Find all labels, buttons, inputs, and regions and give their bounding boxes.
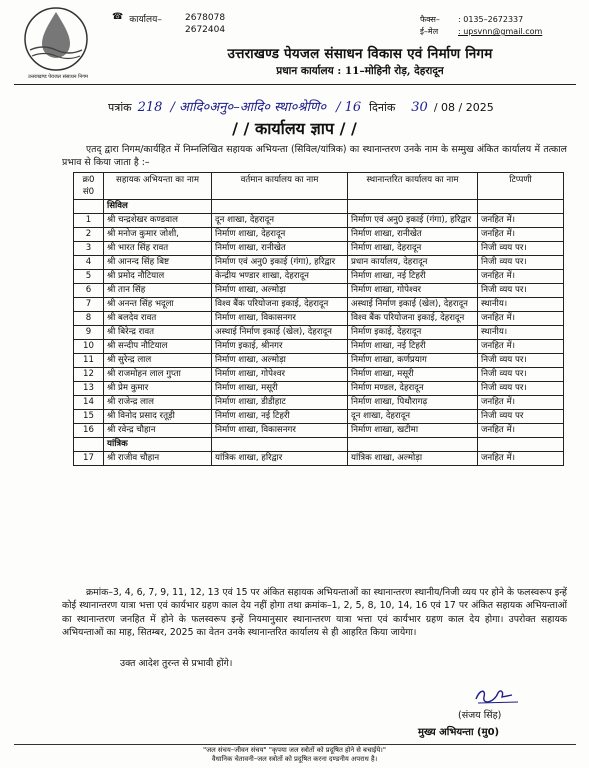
cell-current: निर्माण शाखा, रानीखेत — [212, 242, 348, 256]
cell-remarks: निजी व्यय पर। — [478, 242, 564, 256]
col-header-remarks: टिप्पणी — [478, 173, 564, 200]
cell-sno: 12 — [74, 368, 104, 382]
cell-sno: 17 — [74, 452, 104, 466]
phone-icon: ☎ — [112, 12, 124, 22]
table-row — [74, 452, 564, 466]
cell-current: केन्द्रीय भण्डार शाखा, देहरादून — [212, 270, 348, 284]
cell-sno: 3 — [74, 242, 104, 256]
cell-sno: 4 — [74, 256, 104, 270]
cell-current: निर्माण शाखा, अल्मोड़ा — [212, 354, 348, 368]
cell-sno: 1 — [74, 214, 104, 228]
cell-name: श्री राजीव चौहान — [104, 452, 212, 466]
table-row — [74, 424, 564, 438]
order-effective-note: उक्त आदेश तुरन्त से प्रभावी होंगे। — [120, 658, 233, 669]
cell-remarks: निजी व्यय पर। — [478, 368, 564, 382]
cell-current: यांत्रिक शाखा, हरिद्वार — [212, 452, 348, 466]
fax-email-block: फैक्स– : 0135–2672337 ई–मेल : upsvnn@gmail.com — [420, 15, 543, 36]
cell-remarks: जनहित में। — [478, 270, 564, 284]
cell-name: श्री राजेन्द्र लाल — [104, 396, 212, 410]
table-row — [74, 256, 564, 270]
cell-transferred: निर्माण शाखा, खटीमा — [348, 424, 478, 438]
cell-transferred: प्रधान कार्यालय, देहरादून — [348, 256, 478, 270]
footer-divider — [14, 744, 576, 745]
table-row — [74, 326, 564, 340]
cell-transferred: निर्माण शाखा, गोपेश्वर — [348, 284, 478, 298]
table-row — [74, 368, 564, 382]
cell-name: श्री भारत सिंह रावत — [104, 242, 212, 256]
cell-current: निर्माण शाखा, डीडीहाट — [212, 396, 348, 410]
telephone-label: ☎ कार्यालय– — [112, 12, 162, 25]
cell-remarks: निजी व्यय पर। — [478, 284, 564, 298]
table-row — [74, 382, 564, 396]
header-divider — [14, 84, 576, 85]
cell-sno: 8 — [74, 312, 104, 326]
cell-transferred: निर्माण शाखा, कर्णप्रयाग — [348, 354, 478, 368]
cell-remarks: स्थानीय। — [478, 298, 564, 312]
cell-remarks: जनहित में। — [478, 228, 564, 242]
cell-current: निर्माण शाखा, देहरादून — [212, 228, 348, 242]
telephone-numbers: 2678078 2672404 — [185, 13, 226, 35]
table-row — [74, 340, 564, 354]
cell-sno: 2 — [74, 228, 104, 242]
cell-sno: 11 — [74, 354, 104, 368]
cell-current: निर्माण शाखा, विकासनगर — [212, 424, 348, 438]
cell-remarks: जनहित में। — [478, 396, 564, 410]
cell-sno: 7 — [74, 298, 104, 312]
cell-remarks: निजी व्यय पर। — [478, 382, 564, 396]
cell-transferred: निर्माण शाखा, नई टिहरी — [348, 270, 478, 284]
cell-transferred: निर्माण शाखा, नई टिहरी — [348, 340, 478, 354]
cell-remarks: निजी व्यय पर। — [478, 256, 564, 270]
reference-number: 218 — [137, 100, 163, 115]
cell-transferred: निर्माण शाखा, रानीखेत — [348, 228, 478, 242]
cell-name: श्री आनन्द सिंह बिष्ट — [104, 256, 212, 270]
signatory-designation: मुख्य अभियन्ता (मु0) — [418, 727, 500, 738]
cell-name: श्री बलदेव रावत — [104, 312, 212, 326]
cell-transferred: विश्व बैंक परियोजना इकाई, देहरादून — [348, 312, 478, 326]
cell-current: निर्माण शाखा, मसूरी — [212, 382, 348, 396]
signature-mark — [470, 685, 530, 707]
transfer-table — [73, 172, 564, 466]
cell-name: श्री राजमोहन लाल गुप्ता — [104, 368, 212, 382]
reference-day: 30 — [411, 100, 428, 115]
organization-name: उत्तराखण्ड पेयजल संसाधन विकास एवं निर्माण निगम — [227, 46, 493, 62]
cell-transferred: निर्माण मण्डल, देहरादून — [348, 382, 478, 396]
cell-remarks: स्थानीय। — [478, 326, 564, 340]
cell-name: श्री रवेन्द्र चौहान — [104, 424, 212, 438]
cell-remarks: जनहित में। — [478, 340, 564, 354]
table-row — [74, 298, 564, 312]
table-row — [74, 410, 564, 424]
table-row — [74, 242, 564, 256]
section-civil-row: सिविल — [74, 200, 564, 214]
cell-sno: 9 — [74, 326, 104, 340]
table-row — [74, 214, 564, 228]
table-row — [74, 396, 564, 410]
cell-remarks: जनहित में। — [478, 312, 564, 326]
section-mech-row: यांत्रिक — [74, 438, 564, 452]
footer-slogan: "जल संचय–जीवन संचय" "कृपया जल स्त्रोतों को प्रदूषित होने से बचाईये।" वैधानिक चेतावनी–जल स्त्रोतों को प्रदूषित करना दण्डनीय अपराध है। — [202, 746, 387, 763]
cell-transferred: अस्थाई निर्माण इकाई (खेल), देहरादून — [348, 298, 478, 312]
cell-transferred: निर्माण एवं अनु0 इकाई (गंगा), हरिद्वार — [348, 214, 478, 228]
cell-name: श्री विनोद प्रसाद रतूड़ी — [104, 410, 212, 424]
cell-sno: 6 — [74, 284, 104, 298]
cell-name: श्री मनोज कुमार जोशी, — [104, 228, 212, 242]
cell-sno: 14 — [74, 396, 104, 410]
cell-name: श्री अनन्त सिंह भदूला — [104, 298, 212, 312]
cell-name: श्री बिरेन्द्र रावत — [104, 326, 212, 340]
org-logo — [16, 6, 96, 72]
cell-sno: 10 — [74, 340, 104, 354]
cell-current: निर्माण शाखा, अल्मोड़ा — [212, 284, 348, 298]
head-office-address: प्रधान कार्यालय : 11–मोहिनी रोड़, देहरादून — [276, 65, 444, 77]
cell-remarks: निजी व्यय पर — [478, 410, 564, 424]
col-header-transferred: स्थानान्तरित कार्यालय का नाम — [348, 173, 478, 200]
cell-sno: 13 — [74, 382, 104, 396]
cell-sno: 15 — [74, 410, 104, 424]
cell-name: श्री तान सिंह — [104, 284, 212, 298]
table-row — [74, 270, 564, 284]
cell-remarks: जनहित में। — [478, 214, 564, 228]
closing-paragraph: क्रमांक–3, 4, 6, 7, 9, 11, 12, 13 एवं 15 पर अंकित सहायक अभियन्ताओं का स्थानान्तरण स्थानीय/निजी व्यय पर होने के फलस्वरूप इन्हें कोई स्थानान्तरण यात्रा भत्ता एवं कार्यभार ग्रहण काल देय नहीं होगा तथा क्रमांक–1, 2, 5, 8, 10, 14, 16 एवं 17 पर अंकित सहायक अभियन्ताओं का स्थानान्तरण जनहित में होने के फलस्वरूप इन्हें नियमानुसार स्थानान्तरण यात्रा भत्ता एवं कार्यभार ग्रहण काल देय होगा। उपरोक्त सहायक अभियन्ताओं का माह, सितम्बर, 2025 का वेतन उनके स्थानान्तरित कार्यालय से ही आहरित किया जायेगा। — [62, 587, 567, 639]
signatory-name: (संजय सिंह) — [458, 710, 502, 721]
col-header-sno: क्र0 सं0 — [74, 173, 104, 200]
intro-paragraph: एतद् द्वारा निगम/कार्यहित में निम्नलिखित सहायक अभियन्ता (सिविल/यांत्रिक) का स्थानान्तरण उनके नाम के सम्मुख अंकित कार्यालय में तत्काल प्रभाव से किया जाता है :– — [62, 144, 567, 168]
cell-current: निर्माण शाखा, नई टिहरी — [212, 410, 348, 424]
table-row — [74, 228, 564, 242]
cell-remarks: निजी व्यय पर। — [478, 354, 564, 368]
table-row — [74, 284, 564, 298]
cell-transferred: निर्माण इकाई, देहरादून — [348, 326, 478, 340]
cell-current: विश्व बैंक परियोजना इकाई, देहरादून — [212, 298, 348, 312]
cell-sno: 5 — [74, 270, 104, 284]
cell-current: अस्थाई निर्माण इकाई (खेल), देहरादून — [212, 326, 348, 340]
table-row — [74, 312, 564, 326]
cell-name: श्री सुरेन्द्र लाल — [104, 354, 212, 368]
cell-current: निर्माण शाखा, विकासनगर — [212, 312, 348, 326]
reference-line: पत्रांक 218 / आदि०अनु०–आदि० स्था०श्रेणि० / 16 दिनांक 30 / 08 / 2025 — [108, 97, 578, 115]
cell-transferred: दून शाखा, देहरादून — [348, 410, 478, 424]
reference-handwritten: / आदि०अनु०–आदि० स्था०श्रेणि० — [170, 100, 327, 115]
cell-transferred: यांत्रिक शाखा, अल्मोड़ा — [348, 452, 478, 466]
cell-name: श्री चन्द्रशेखर कण्डवाल — [104, 214, 212, 228]
cell-name: श्री प्रमोद नौटियाल — [104, 270, 212, 284]
cell-remarks: जनहित में। — [478, 424, 564, 438]
logo-caption: उत्तराखण्ड पेयजल संसाधन निगम — [27, 74, 89, 80]
col-header-name: सहायक अभियन्ता का नाम — [104, 173, 212, 200]
cell-name: श्री सन्दीप नौटियाल — [104, 340, 212, 354]
cell-current: दून शाखा, देहरादून — [212, 214, 348, 228]
cell-current: निर्माण एवं अनु0 इकाई (गंगा), हरिद्वार — [212, 256, 348, 270]
col-header-current: वर्तमान कार्यालय का नाम — [212, 173, 348, 200]
cell-transferred: निर्माण शाखा, पिथौरागढ़ — [348, 396, 478, 410]
cell-remarks: जनहित में। — [478, 452, 564, 466]
cell-current: निर्माण शाखा, गोपेश्वर — [212, 368, 348, 382]
email-link[interactable]: : upsvnn@gmail.com — [458, 27, 543, 36]
cell-name: श्री प्रेम कुमार — [104, 382, 212, 396]
table-row — [74, 354, 564, 368]
memo-title: / / कार्यालय ज्ञाप / / — [232, 119, 357, 138]
cell-current: निर्माण इकाई, श्रीनगर — [212, 340, 348, 354]
cell-transferred: निर्माण शाखा, देहरादून — [348, 242, 478, 256]
cell-sno: 16 — [74, 424, 104, 438]
cell-transferred: निर्माण शाखा, मसूरी — [348, 368, 478, 382]
